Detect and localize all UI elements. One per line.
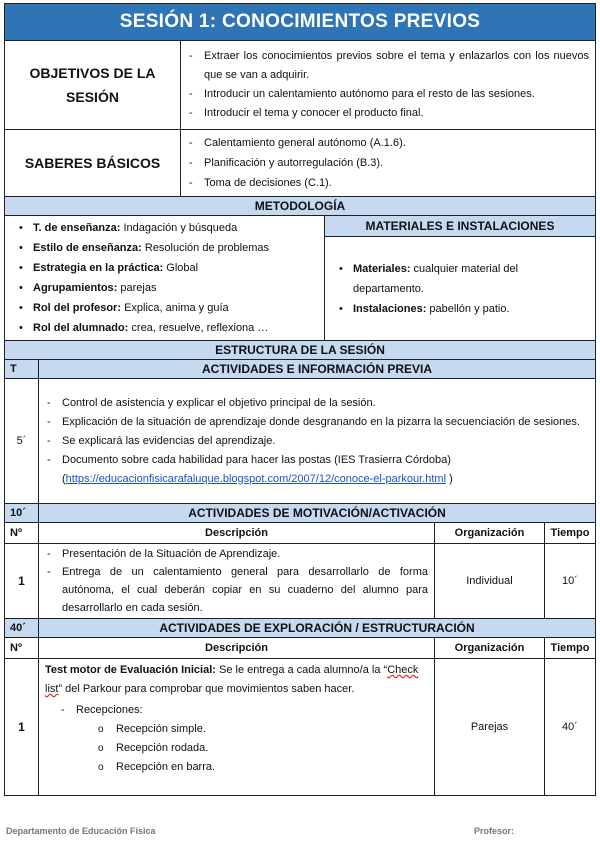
saberes-label-cell <box>5 130 181 197</box>
recepciones-list <box>39 701 434 779</box>
col-tiempo: Tiempo <box>545 638 596 659</box>
previa-item: - Se explicará las evidencias del aprendizaje. <box>43 432 589 451</box>
motivacion-tiempo: 10´ <box>545 544 596 619</box>
recepciones-label-text: Recepciones: <box>76 704 143 716</box>
objetivos-list <box>181 44 595 126</box>
objetivo-item: - Introducir un calentamiento autónomo para el resto de las sesiones. <box>185 85 589 104</box>
saber-item: - Toma de decisiones (C.1). <box>185 173 589 193</box>
metodologia-value: Indagación y búsqueda <box>120 222 238 234</box>
previa-title: ACTIVIDADES E INFORMACIÓN PREVIA <box>39 360 596 379</box>
previa-document-text: Documento sobre cada habilidad para hacer las postas (IES Trasierra Córdoba) <box>62 453 451 466</box>
saber-item: - Calentamiento general autónomo (A.1.6). <box>185 133 589 153</box>
motivacion-row-num: 1 <box>5 544 39 619</box>
motivacion-organizacion: Individual <box>435 544 545 619</box>
motivacion-item: - Entrega de un calentamiento general para desarrollarlo de forma autónoma, el cual deberán copiar en su cuaderno del alumno para desarrollarlo en cada sesión. <box>43 563 428 617</box>
saberes-label: SABERES BÁSICOS <box>24 155 161 171</box>
metodologia-content <box>5 216 325 341</box>
metodologia-key: Rol del profesor: <box>33 302 122 314</box>
materiales-content <box>325 237 596 341</box>
objetivos-label-cell <box>5 41 181 130</box>
metodologia-value: crea, resuelve, reflexiona … <box>128 322 269 334</box>
exploracion-descripcion <box>39 659 435 796</box>
motivacion-title: ACTIVIDADES DE MOTIVACIÓN/ACTIVACIÓN <box>39 504 596 523</box>
metodologia-value: Explica, anima y guía <box>121 302 229 314</box>
exploracion-row-num: 1 <box>5 659 39 796</box>
recepciones-sublist <box>76 720 428 777</box>
objetivo-item: - Extraer los conocimientos previos sobre el tema y enlazarlos con los nuevos que se van a adquirir. <box>185 47 589 85</box>
col-descripcion: Descripción <box>39 523 435 544</box>
materiales-key: Instalaciones: <box>353 302 427 315</box>
metodologia-item <box>11 238 320 258</box>
objetivos-content <box>181 41 596 130</box>
saber-item: - Planificación y autorregulación (B.3). <box>185 153 589 173</box>
materiales-list <box>325 257 595 321</box>
metodologia-item <box>11 258 320 278</box>
parkour-link[interactable]: https://educacionfisicarafaluque.blogspot.com/2007/12/conoce-el-parkour.html <box>65 472 447 485</box>
col-organizacion: Organización <box>435 638 545 659</box>
previa-item: - Control de asistencia y explicar el objetivo principal de la sesión. <box>43 394 589 413</box>
materiales-title: MATERIALES E INSTALACIONES <box>325 216 596 237</box>
recepcion-item: o Recepción en barra. <box>76 758 428 777</box>
metodologia-item <box>11 298 320 318</box>
metodologia-list <box>5 216 324 340</box>
estructura-title: ESTRUCTURA DE LA SESIÓN <box>5 341 596 360</box>
t-label: T <box>5 360 39 379</box>
session-sheet <box>4 3 595 796</box>
footer-profesor: Profesor: <box>474 826 515 836</box>
materiales-key: Materiales: <box>353 262 411 275</box>
session-title: SESIÓN 1: CONOCIMIENTOS PREVIOS <box>5 4 596 41</box>
saberes-list <box>181 132 595 194</box>
test-text-1: Se le entrega a cada alumno/a la “ <box>215 664 388 676</box>
metodologia-item <box>11 278 320 298</box>
metodologia-value: Global <box>163 262 199 274</box>
recepciones-label <box>57 701 428 777</box>
col-tiempo: Tiempo <box>545 523 596 544</box>
metodologia-title: METODOLOGÍA <box>5 197 596 216</box>
objetivo-item: - Introducir el tema y conocer el producto final. <box>185 104 589 123</box>
metodologia-key: T. de enseñanza: <box>33 222 121 234</box>
col-descripcion: Descripción <box>39 638 435 659</box>
exploracion-tiempo: 40´ <box>545 659 596 796</box>
metodologia-key: Estilo de enseñanza: <box>33 242 142 254</box>
materiales-value: cualquier material del departamento. <box>353 262 519 295</box>
materiales-item <box>331 299 591 319</box>
materiales-item <box>331 259 591 299</box>
metodologia-value: Resolución de problemas <box>141 242 269 254</box>
metodologia-value: parejas <box>117 282 157 294</box>
col-num: Nº <box>5 523 39 544</box>
footer-department: Departamento de Educación Física <box>6 826 156 836</box>
col-organizacion: Organización <box>435 523 545 544</box>
metodologia-item <box>11 218 320 238</box>
recepcion-item: o Recepción rodada. <box>76 739 428 758</box>
exploracion-time: 40´ <box>5 619 39 638</box>
motivacion-item: - Presentación de la Situación de Aprendizaje. <box>43 545 428 563</box>
check-list-term: Check list <box>45 664 419 695</box>
saberes-content <box>181 130 596 197</box>
previa-list <box>39 391 595 492</box>
previa-time: 5´ <box>5 379 39 504</box>
metodologia-key: Rol del alumnado: <box>33 322 129 334</box>
metodologia-key: Estrategia en la práctica: <box>33 262 164 274</box>
motivacion-descripcion <box>39 544 435 619</box>
metodologia-item <box>11 318 320 338</box>
test-text-2: ” del Parkour para comprobar que movimientos saben hacer. <box>58 683 355 695</box>
metodologia-key: Agrupamientos: <box>33 282 118 294</box>
objetivos-label: OBJETIVOS DE LA SESIÓN <box>29 65 156 105</box>
previa-item: - Explicación de la situación de aprendizaje donde desgranando en la pizarra la secuenciación de sesiones. <box>43 413 589 432</box>
exploracion-organizacion: Parejas <box>435 659 545 796</box>
session-table <box>4 3 596 796</box>
col-num: Nº <box>5 638 39 659</box>
test-title: Test motor de Evaluación Inicial: <box>45 664 216 676</box>
motivacion-time: 10´ <box>5 504 39 523</box>
previa-link-close: ) <box>446 472 453 485</box>
motivacion-list <box>39 544 434 618</box>
materiales-value: pabellón y patio. <box>426 302 510 315</box>
exploracion-title: ACTIVIDADES DE EXPLORACIÓN / ESTRUCTURACIÓN <box>39 619 596 638</box>
recepcion-item: o Recepción simple. <box>76 720 428 739</box>
previa-content <box>39 379 596 504</box>
exploracion-text <box>39 659 434 701</box>
previa-item: - Documento sobre cada habilidad para hacer las postas (IES Trasierra Córdoba) (https://educacionfisicarafaluque.blogspot.com/2007/12/conoce-el-parkour.html ) <box>43 451 589 489</box>
